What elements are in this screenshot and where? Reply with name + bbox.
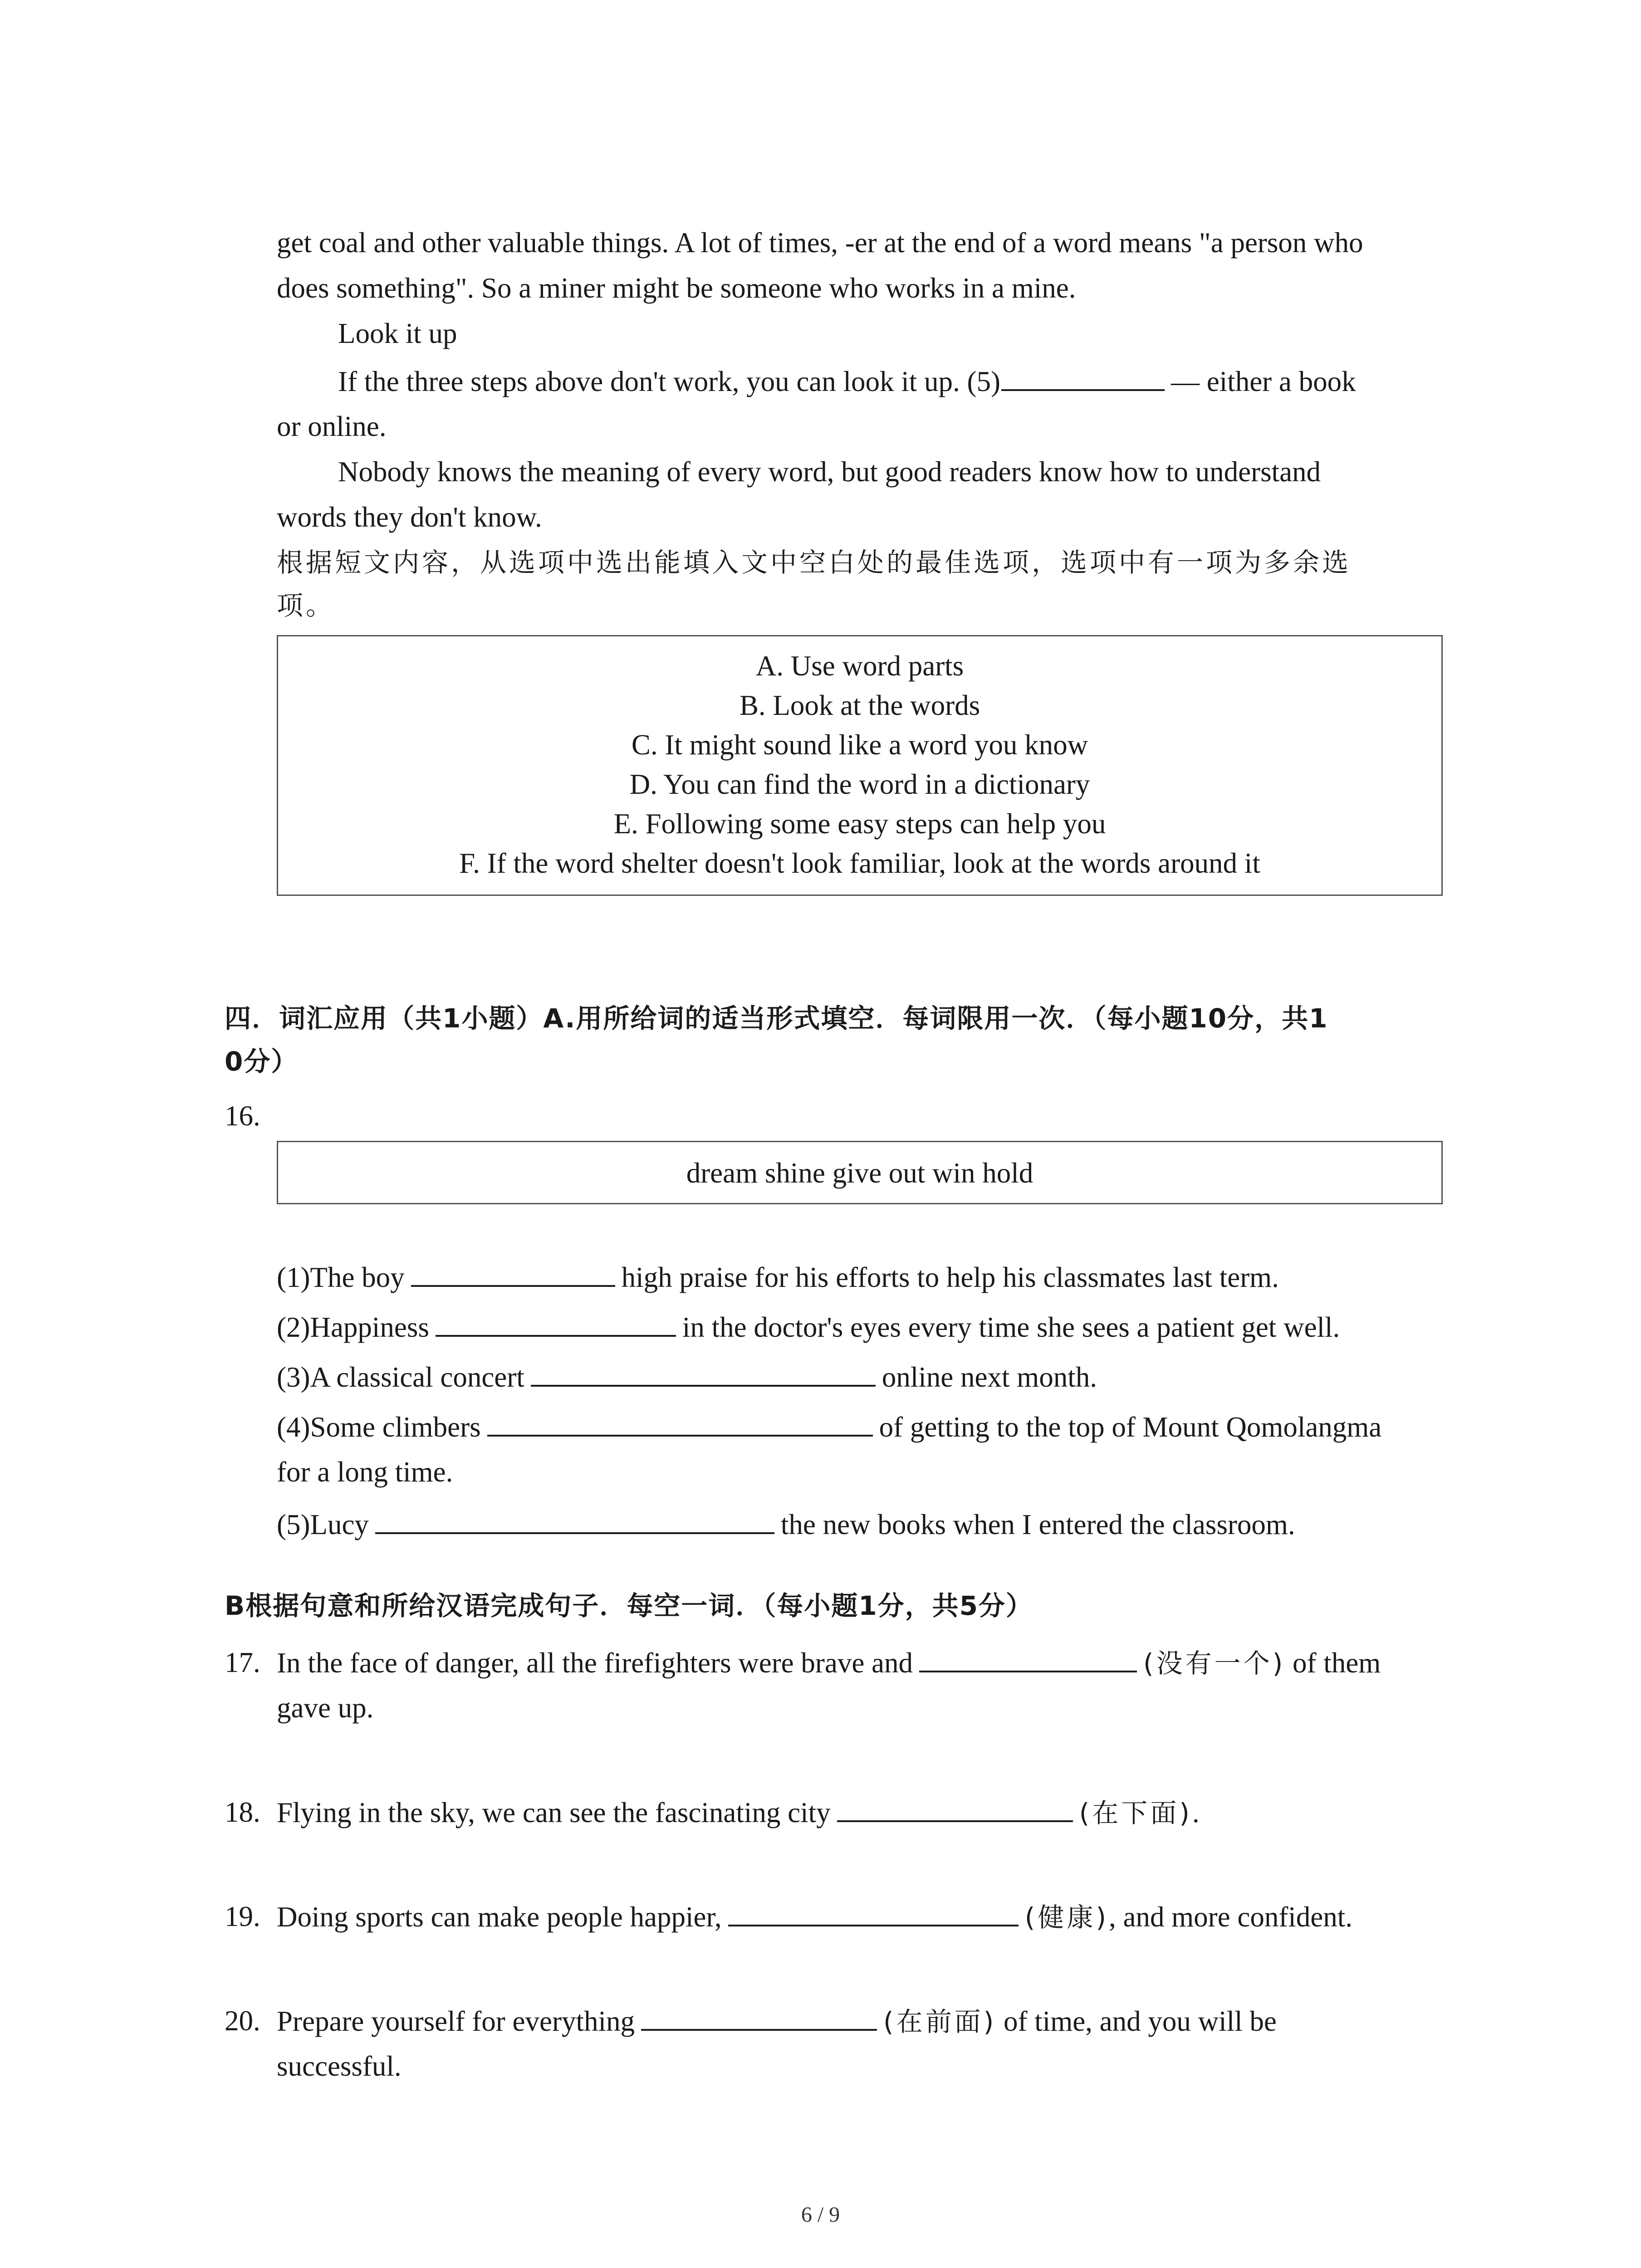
question-20 — [277, 2003, 1277, 2040]
passage-line: Nobody knows the meaning of every word, but good readers know how to understand — [338, 456, 1321, 488]
question-text: of time, and you will be — [1003, 2005, 1277, 2037]
question-17 — [277, 1644, 1381, 1681]
answer-blank[interactable] — [411, 1259, 615, 1287]
question-text: Doing sports can make people happier, — [277, 1901, 722, 1933]
question-text: Flying in the sky, we can see the fascinating city — [277, 1797, 831, 1828]
passage-line-with-blank — [338, 363, 1356, 400]
question-text: , and more confident. — [1108, 1901, 1353, 1933]
answer-blank-5[interactable] — [1001, 363, 1165, 391]
question-number: 20. — [225, 2005, 260, 2037]
fill-item-1 — [277, 1259, 1279, 1295]
instruction-line: 项。 — [277, 590, 335, 621]
question-number: 17. — [225, 1647, 260, 1678]
instruction-line: 根据短文内容，从选项中选出能填入文中空白处的最佳选项，选项中有一项为多余选 — [277, 547, 1352, 578]
item-text: of getting to the top of Mount Qomolangma — [879, 1411, 1382, 1443]
answer-blank[interactable] — [919, 1644, 1137, 1672]
item-text: the new books when I entered the classroom. — [780, 1509, 1295, 1540]
section-heading: B根据句意和所给汉语完成句子．每空一词．（每小题1分，共5分） — [225, 1590, 1033, 1621]
chinese-hint: (在下面) — [1079, 1798, 1192, 1828]
question-number: 18. — [225, 1796, 260, 1828]
fill-item-2 — [277, 1309, 1340, 1345]
item-text: (5)Lucy — [277, 1509, 369, 1540]
passage-line: or online. — [277, 411, 387, 442]
item-text: (1)The boy — [277, 1261, 405, 1293]
fill-item-5 — [277, 1506, 1295, 1543]
option-e: E. Following some easy steps can help you — [613, 808, 1106, 840]
passage-text: If the three steps above don't work, you can look it up. (5) — [338, 366, 1000, 397]
question-19 — [277, 1898, 1352, 1936]
options-box — [277, 635, 1443, 896]
option-a: A. Use word parts — [755, 650, 964, 682]
passage-line: does something". So a miner might be someone who works in a mine. — [277, 272, 1076, 304]
answer-blank[interactable] — [487, 1408, 873, 1437]
question-text: In the face of danger, all the firefighters were brave and — [277, 1647, 913, 1679]
word-bank: dream shine give out win hold — [686, 1157, 1034, 1189]
item-text: (4)Some climbers — [277, 1411, 481, 1443]
answer-blank[interactable] — [728, 1898, 1019, 1926]
item-text: high praise for his efforts to help his classmates last term. — [621, 1261, 1279, 1293]
option-c: C. It might sound like a word you know — [631, 729, 1088, 761]
question-number: 16. — [225, 1100, 260, 1132]
item-text: online next month. — [882, 1361, 1097, 1393]
question-text: Prepare yourself for everything — [277, 2005, 635, 2037]
fill-item-3 — [277, 1359, 1097, 1395]
fill-item-4-cont: for a long time. — [277, 1456, 453, 1488]
section-heading: 0分） — [225, 1046, 299, 1077]
item-text: in the doctor's eyes every time she sees a patient get well. — [682, 1311, 1340, 1343]
option-f: F. If the word shelter doesn't look familiar, look at the words around it — [459, 847, 1260, 879]
passage-line: get coal and other valuable things. A lot of times, -er at the end of a word means "a person who — [277, 227, 1363, 259]
word-bank-box — [277, 1141, 1443, 1204]
question-text: of them — [1293, 1647, 1381, 1679]
answer-blank[interactable] — [375, 1506, 774, 1534]
fill-item-4 — [277, 1408, 1381, 1445]
question-text: . — [1192, 1797, 1200, 1828]
option-b: B. Look at the words — [739, 689, 980, 721]
passage-line: words they don't know. — [277, 501, 542, 533]
answer-blank[interactable] — [641, 2003, 877, 2031]
item-text: (2)Happiness — [277, 1311, 429, 1343]
passage-subheading: Look it up — [338, 318, 457, 349]
option-d: D. You can find the word in a dictionary — [629, 768, 1090, 800]
item-text: (3)A classical concert — [277, 1361, 524, 1393]
answer-blank[interactable] — [837, 1794, 1073, 1822]
answer-blank[interactable] — [531, 1359, 876, 1387]
answer-blank[interactable] — [436, 1309, 676, 1337]
chinese-hint: (健康) — [1024, 1902, 1109, 1933]
page-number: 6 / 9 — [801, 2203, 840, 2227]
chinese-hint: (没有一个) — [1143, 1648, 1286, 1679]
question-20-cont: successful. — [277, 2050, 402, 2082]
question-18 — [277, 1794, 1200, 1831]
question-17-cont: gave up. — [277, 1692, 374, 1724]
passage-text: — either a book — [1171, 366, 1356, 397]
chinese-hint: (在前面) — [883, 2006, 997, 2037]
section-heading: 四．词汇应用（共1小题）A.用所给词的适当形式填空．每词限用一次．（每小题10分，共1 — [225, 1003, 1328, 1034]
question-number: 19. — [225, 1901, 260, 1932]
